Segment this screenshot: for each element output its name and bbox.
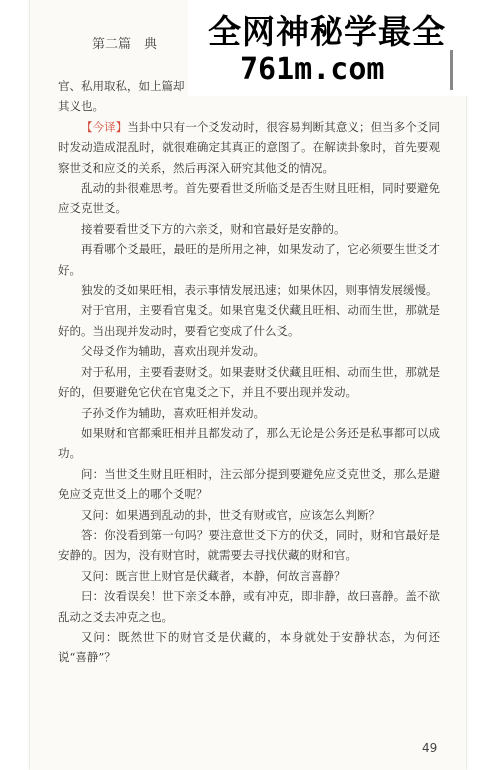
paragraph (58, 76, 440, 96)
paragraph (58, 362, 440, 403)
paragraph (58, 586, 440, 627)
paragraph-text: 又问：既言世上财官是伏藏者，本静，何故言喜静？ (81, 568, 346, 583)
paragraph (58, 464, 440, 505)
paragraph (58, 178, 440, 219)
paragraph-text: 对于私用，主要看妻财爻。如果妻财爻伏藏且旺相、动而生世，那就是好的，但要避免它伏在官鬼爻之下，并且不要出现并发动。 (58, 364, 440, 400)
paragraph (58, 300, 440, 341)
paragraph (58, 96, 440, 116)
body-text (58, 76, 440, 668)
paragraph (58, 525, 440, 566)
paragraph-text: 再看哪个爻最旺，最旺的是所用之神，如果发动了，它必须要生世爻才好。 (58, 242, 440, 277)
paragraph-text: 答：你没看到第一句吗？要注意世爻下方的伏爻，同时，财和官最好是安静的。因为，没有财官时，就需要去寻找伏藏的财和官。 (58, 527, 440, 563)
paragraph-text: 接着要看世爻下方的六亲爻，财和官最好是安静的。 (81, 221, 346, 236)
paragraph-text: 独发的爻如果旺相，表示事情发展迅速；如果休囚，则事情发展缓慢。 (81, 283, 438, 298)
paragraph-text: 对于官用，主要看官鬼爻。如果官鬼爻伏藏且旺相、动而生世，那就是好的。当出现并发动时，要看它变成了什么爻。 (58, 303, 440, 338)
paragraph-text: 其义也。 (58, 99, 104, 114)
paragraph-text: 官、私用取私，如上篇却 (58, 79, 185, 93)
paragraph-text: 又问：既然世下的财官爻是伏藏的，本身就处于安静状态，为何还说“喜静”？ (58, 629, 440, 665)
paragraph (58, 566, 440, 586)
paragraph-text: 曰：汝看误矣！世下亲爻本静，或有冲克，即非静，故曰喜静。盖不欲乱动之爻去冲克之也。 (58, 589, 440, 624)
paragraph (58, 219, 440, 239)
paragraph (58, 341, 440, 361)
paragraph-text: 父母爻作为辅助，喜欢出现并发动。 (81, 344, 265, 359)
paragraph-text: 乱动的卦很难思考。首先要看世爻所临爻是否生财且旺相，同时要避免应爻克世爻。 (58, 181, 440, 216)
paragraph-text: 子孙爻作为辅助，喜欢旺相并发动。 (81, 405, 265, 420)
paragraph-text: 当卦中只有一个爻发动时，很容易判断其意义；但当多个爻同时发动造成混乱时，就很难确定其真正的意图了。在解读卦象时，首先要观察世爻和应爻的关系，然后再深入研究其他爻的情况。 (58, 119, 441, 175)
paragraph-text: 如果财和官都乘旺相并且都发动了，那么无论是公务还是私事都可以成功。 (58, 425, 440, 461)
paragraph (58, 403, 440, 423)
paragraph (58, 117, 440, 178)
watermark-divider (450, 50, 453, 90)
paragraph-text: 又问：如果遇到乱动的卦，世爻有财或官，应该怎么判断？ (81, 507, 380, 522)
translation-label: 【今译】 (81, 119, 128, 134)
running-header: 第二篇 典 (92, 37, 158, 52)
paragraph (58, 280, 440, 300)
paragraph (58, 239, 440, 280)
paragraph (58, 505, 440, 525)
paragraph-text: 问：当世爻生财且旺相时，注云部分提到要避免应爻克世爻，那么是避免应爻克世爻上的哪个爻呢？ (58, 466, 440, 502)
watermark-url: 761m.com (240, 52, 385, 87)
paragraph (58, 627, 440, 668)
page-number: 49 (422, 741, 438, 755)
paragraph (58, 423, 440, 464)
watermark-title: 全网神秘学最全 (208, 12, 446, 51)
